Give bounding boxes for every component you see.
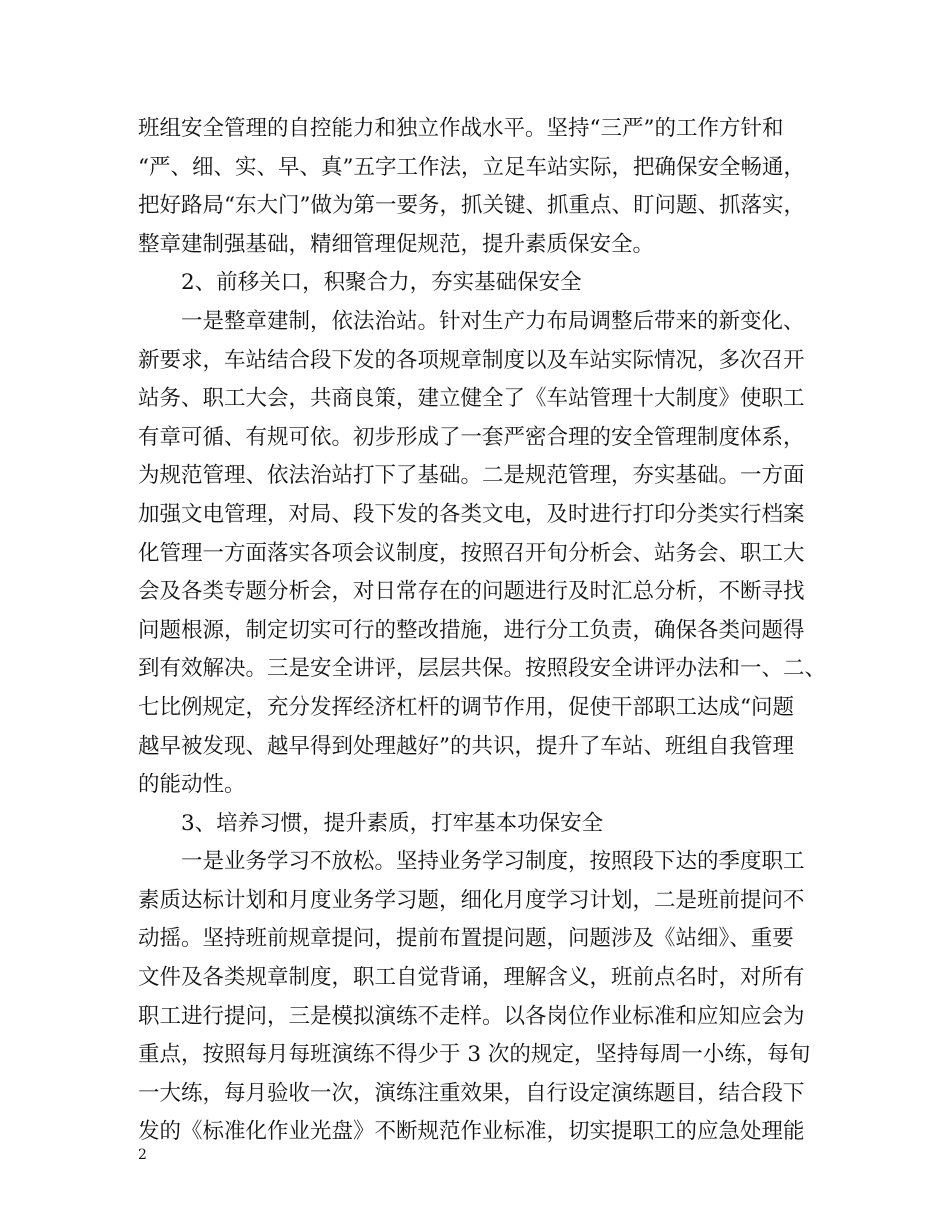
text-line: 动摇。坚持班前规章提问，提前布置提问题，问题涉及《站细》、重要 [138, 926, 794, 952]
text-line: 整章建制强基础，精细管理促规范，提升素质保安全。 [138, 231, 655, 257]
text-line: “严、细、实、早、真”五字工作法，立足车站实际，把确保安全畅通， [138, 154, 805, 180]
text-line: 七比例规定，充分发挥经济杠杆的调节作用，促使干部职工达成“问题 [138, 694, 794, 720]
text-line: 化管理一方面落实各项会议制度，按照召开旬分析会、站务会、职工大 [138, 540, 805, 566]
text-line: 把好路局“东大门”做为第一要务，抓关键、抓重点、盯问题、抓落实， [138, 193, 805, 219]
text-line: 素质达标计划和月度业务学习题，细化月度学习计划，二是班前提问不 [138, 887, 805, 913]
text-line: 站务、职工大会，共商良策，建立健全了《车站管理十大制度》使职工 [138, 386, 805, 412]
text-line: 一是业务学习不放松。坚持业务学习制度，按照段下达的季度职工 [181, 849, 805, 875]
text-line: 3、培养习惯，提升素质，打牢基本功保安全 [181, 810, 604, 836]
page-number: 2 [138, 1147, 147, 1163]
text-line: 职工进行提问，三是模拟演练不走样。以各岗位作业标准和应知应会为 [138, 1003, 805, 1029]
text-line: 文件及各类规章制度，职工自觉背诵，理解含义，班前点名时，对所有 [138, 965, 805, 991]
text-line: 有章可循、有规可依。初步形成了一套严密合理的安全管理制度体系， [138, 424, 805, 450]
text-line: 一是整章建制，依法治站。针对生产力布局调整后带来的新变化、 [181, 308, 805, 334]
body-text [138, 110, 828, 1152]
text-line: 发的《标准化作业光盘》不断规范作业标准，切实提职工的应急处理能 [138, 1119, 805, 1145]
text-line: 2、前移关口，积聚合力，夯实基础保安全 [181, 270, 582, 296]
text-line: 问题根源，制定切实可行的整改措施，进行分工负责，确保各类问题得 [138, 617, 805, 643]
text-line: 加强文电管理，对局、段下发的各类文电，及时进行打印分类实行档案 [138, 501, 805, 527]
text-line: 新要求，车站结合段下发的各项规章制度以及车站实际情况，多次召开 [138, 347, 805, 373]
text-line: 的能动性。 [138, 772, 246, 798]
text-line: 到有效解决。三是安全讲评，层层共保。按照段安全讲评办法和一、二、 [138, 656, 827, 682]
text-line: 为规范管理、依法治站打下了基础。二是规范管理，夯实基础。一方面 [138, 463, 805, 489]
text-line: 班组安全管理的自控能力和独立作战水平。坚持“三严”的工作方针和 [138, 116, 784, 141]
text-line: 一大练，每月验收一次，演练注重效果，自行设定演练题目，结合段下 [138, 1080, 805, 1106]
text-line: 越早被发现、越早得到处理越好”的共识，提升了车站、班组自我管理 [138, 733, 794, 759]
text-line: 会及各类专题分析会，对日常存在的问题进行及时汇总分析，不断寻找 [138, 579, 805, 605]
text-line: 重点，按照每月每班演练不得少于 3 次的规定，坚持每周一小练，每旬 [138, 1042, 811, 1068]
